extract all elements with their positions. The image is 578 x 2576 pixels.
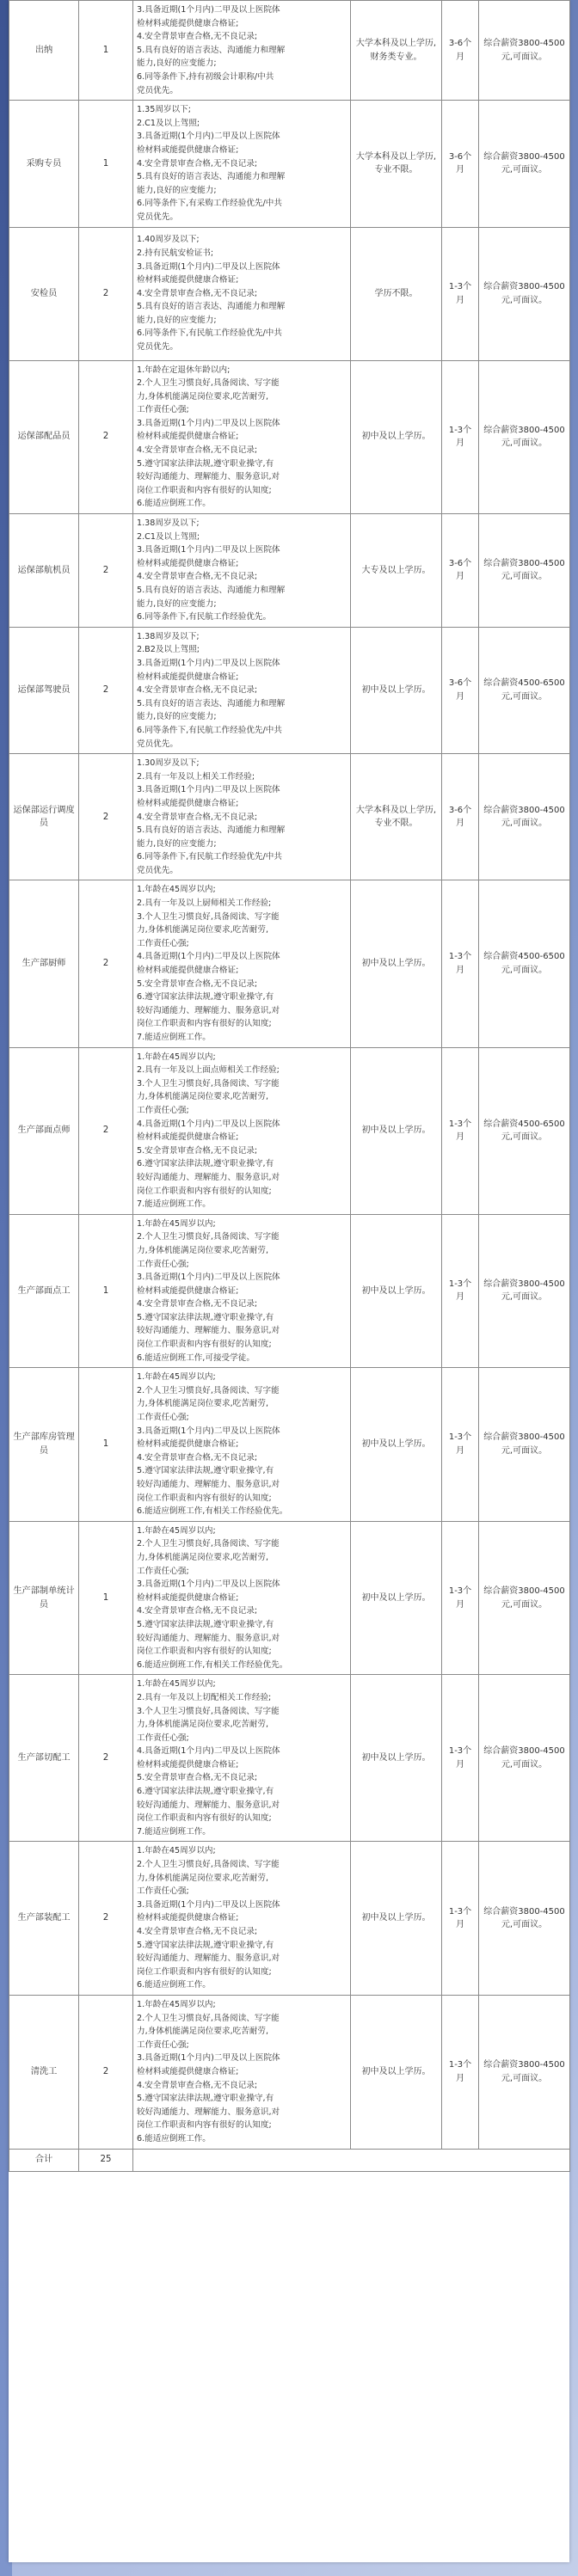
- position-name: 运保部航机员: [9, 514, 79, 628]
- requirement-line: 6.能适应倒班工作。: [137, 499, 211, 509]
- requirement-line: 力,身体机能满足岗位要求,吃苦耐劳,: [137, 2027, 269, 2037]
- position-requirements: [133, 754, 351, 880]
- table-row: [9, 101, 570, 227]
- requirement-line: 力,身体机能满足岗位要求,吃苦耐劳,: [137, 1720, 269, 1730]
- requirement-line: 1.年龄在定退休年龄以内;: [137, 365, 231, 375]
- position-education: 初中及以上学历。: [351, 1047, 442, 1214]
- total-count: 25: [79, 2149, 133, 2171]
- position-salary: 综合薪资4500-6500元,可面议。: [479, 880, 570, 1047]
- requirement-line: 力,身体机能满足岗位要求,吃苦耐劳,: [137, 391, 269, 402]
- requirement-line: 3.具备近期(1个月内)二甲及以上医院体: [137, 418, 280, 428]
- requirement-line: 检材料或能提供健康合格证;: [137, 1132, 239, 1143]
- table-row: [9, 360, 570, 514]
- total-blank-cell: [133, 2149, 570, 2171]
- requirement-line: 岗位工作职责和内容有很好的认知度;: [137, 1340, 272, 1350]
- requirement-line: 6.同等条件下,持有初级会计职称/中共: [137, 71, 274, 82]
- requirement-line: 工作责任心强;: [137, 2039, 189, 2050]
- position-name: 出纳: [9, 1, 79, 101]
- table-body: [9, 1, 570, 2172]
- requirement-line: 岗位工作职责和内容有很好的认知度;: [137, 2120, 272, 2131]
- position-education: 初中及以上学历。: [351, 1214, 442, 1368]
- requirement-line: 工作责任心强;: [137, 1886, 189, 1897]
- position-education: 大专及以上学历。: [351, 514, 442, 628]
- position-requirements: [133, 1675, 351, 1842]
- requirement-line: 力,身体机能满足岗位要求,吃苦耐劳,: [137, 925, 269, 935]
- requirement-line: 较好沟通能力、理解能力、服务意识,对: [137, 2107, 280, 2117]
- requirement-line: 力,身体机能满足岗位要求,吃苦耐劳,: [137, 1245, 269, 1255]
- requirement-line: 较好沟通能力、理解能力、服务意识,对: [137, 1172, 280, 1182]
- requirement-line: 6.能适应倒班工作,可接受学徒。: [137, 1352, 255, 1363]
- requirement-line: 4.安全背景审查合格,无不良记录;: [137, 685, 258, 696]
- position-salary: 综合薪资3800-4500元,可面议。: [479, 1214, 570, 1368]
- requirement-line: 5.遵守国家法律法规,遵守职业操守,有: [137, 1619, 274, 1629]
- position-probation-period: 1-3个月: [442, 1214, 479, 1368]
- table-row: [9, 1047, 570, 1214]
- position-requirements: [133, 227, 351, 360]
- requirement-line: 工作责任心强;: [137, 1413, 189, 1423]
- requirement-line: 2.个人卫生习惯良好,具备阅读、写字能: [137, 2013, 280, 2023]
- requirement-line: 2.个人卫生习惯良好,具备阅读、写字能: [137, 378, 280, 389]
- requirement-line: 5.遵守国家法律法规,遵守职业操守,有: [137, 1466, 274, 1476]
- requirement-line: 检材料或能提供健康合格证;: [137, 1439, 239, 1450]
- requirement-line: 6.同等条件下,有民航工作经验优先/中共: [137, 725, 282, 735]
- position-salary: 综合薪资4500-6500元,可面议。: [479, 627, 570, 753]
- requirement-line: 检材料或能提供健康合格证;: [137, 798, 239, 808]
- position-count: 1: [79, 1521, 133, 1675]
- position-count: 1: [79, 1368, 133, 1522]
- table-row: [9, 1675, 570, 1842]
- requirement-line: 能力,良好的应变能力;: [137, 712, 217, 722]
- position-name: 生产部面点师: [9, 1047, 79, 1214]
- requirement-line: 7.能适应倒班工作。: [137, 1826, 211, 1837]
- position-count: 2: [79, 1047, 133, 1214]
- requirement-line: 3.具备近期(1个月内)二甲及以上医院体: [137, 1273, 280, 1283]
- requirement-line: 工作责任心强;: [137, 938, 189, 948]
- requirement-line: 3.个人卫生习惯良好,具备阅读、写字能: [137, 911, 280, 922]
- position-requirements: [133, 1214, 351, 1368]
- requirement-line: 5.遵守国家法律法规,遵守职业操守,有: [137, 1312, 274, 1322]
- requirement-line: 3.具备近期(1个月内)二甲及以上医院体: [137, 5, 280, 15]
- position-salary: 综合薪资3800-4500元,可面议。: [479, 1, 570, 101]
- position-requirements: [133, 1, 351, 101]
- position-probation-period: 1-3个月: [442, 1047, 479, 1214]
- position-probation-period: 1-3个月: [442, 1368, 479, 1522]
- position-name: 生产部装配工: [9, 1842, 79, 1996]
- position-salary: 综合薪资4500-6500元,可面议。: [479, 1047, 570, 1214]
- requirement-line: 1.年龄在45周岁以内;: [137, 885, 216, 895]
- requirement-line: 检材料或能提供健康合格证;: [137, 1759, 239, 1769]
- position-salary: 综合薪资3800-4500元,可面议。: [479, 101, 570, 227]
- requirement-line: 检材料或能提供健康合格证;: [137, 144, 239, 155]
- position-count: 2: [79, 1995, 133, 2149]
- recruitment-table: [9, 0, 570, 2172]
- position-salary: 综合薪资3800-4500元,可面议。: [479, 1842, 570, 1996]
- position-probation-period: 3-6个月: [442, 1, 479, 101]
- requirement-line: 2.具有一年及以上面点师相关工作经验;: [137, 1065, 280, 1076]
- requirement-line: 1.年龄在45周岁以内;: [137, 1679, 216, 1690]
- requirement-line: 4.具备近期(1个月内)二甲及以上医院体: [137, 952, 280, 962]
- table-row: [9, 1995, 570, 2149]
- position-requirements: [133, 627, 351, 753]
- table-row: [9, 227, 570, 360]
- requirement-line: 检材料或能提供健康合格证;: [137, 2066, 239, 2076]
- position-education: 初中及以上学历。: [351, 1521, 442, 1675]
- requirement-line: 4.安全背景审查合格,无不良记录;: [137, 158, 258, 169]
- requirement-line: 2.个人卫生习惯良好,具备阅读、写字能: [137, 1385, 280, 1395]
- position-education: 初中及以上学历。: [351, 1675, 442, 1842]
- requirement-line: 能力,良好的应变能力;: [137, 185, 217, 195]
- position-education: 初中及以上学历。: [351, 1368, 442, 1522]
- position-requirements: [133, 1842, 351, 1996]
- requirement-line: 6.同等条件下,有民航工作经验优先/中共: [137, 852, 282, 862]
- position-name: 生产部厨师: [9, 880, 79, 1047]
- requirement-line: 较好沟通能力、理解能力、服务意识,对: [137, 1633, 280, 1643]
- requirement-line: 6.能适应倒班工作。: [137, 2133, 211, 2144]
- requirement-line: 1.30周岁及以下;: [137, 758, 200, 769]
- requirement-line: 检材料或能提供健康合格证;: [137, 1285, 239, 1296]
- requirement-line: 检材料或能提供健康合格证;: [137, 18, 239, 28]
- position-name: 采购专员: [9, 101, 79, 227]
- requirement-line: 工作责任心强;: [137, 1259, 189, 1269]
- total-row: [9, 2149, 570, 2171]
- position-count: 1: [79, 1214, 133, 1368]
- requirement-line: 党员优先。: [137, 342, 178, 353]
- position-count: 2: [79, 754, 133, 880]
- requirement-line: 党员优先。: [137, 212, 178, 222]
- requirement-line: 力,身体机能满足岗位要求,吃苦耐劳,: [137, 1092, 269, 1102]
- requirement-line: 6.能适应倒班工作,有相关工作经验优先。: [137, 1506, 288, 1517]
- requirement-line: 检材料或能提供健康合格证;: [137, 275, 239, 285]
- position-requirements: [133, 1521, 351, 1675]
- position-education: 大学本科及以上学历,专业不限。: [351, 101, 442, 227]
- requirement-line: 3.具备近期(1个月内)二甲及以上医院体: [137, 1899, 280, 1910]
- requirement-line: 4.安全背景审查合格,无不良记录;: [137, 288, 258, 298]
- requirement-line: 4.具备近期(1个月内)二甲及以上医院体: [137, 1746, 280, 1757]
- requirement-line: 4.安全背景审查合格,无不良记录;: [137, 445, 258, 456]
- requirement-line: 7.能适应倒班工作。: [137, 1199, 211, 1210]
- requirement-line: 2.具有一年及以上相关工作经验;: [137, 771, 255, 782]
- requirement-line: 6.同等条件下,有采购工作经验优先/中共: [137, 199, 282, 209]
- requirement-line: 5.遵守国家法律法规,遵守职业操守,有: [137, 2094, 274, 2104]
- requirement-line: 岗位工作职责和内容有很好的认知度;: [137, 1019, 272, 1029]
- requirement-line: 较好沟通能力、理解能力、服务意识,对: [137, 472, 280, 482]
- requirement-line: 3.具备近期(1个月内)二甲及以上医院体: [137, 261, 280, 272]
- requirement-line: 5.具有良好的语言表达、沟通能力和理解: [137, 586, 286, 595]
- requirement-line: 4.安全背景审查合格,无不良记录;: [137, 32, 258, 42]
- requirement-line: 较好沟通能力、理解能力、服务意识,对: [137, 1800, 280, 1810]
- position-requirements: [133, 1047, 351, 1214]
- position-probation-period: 1-3个月: [442, 360, 479, 514]
- position-salary: 综合薪资3800-4500元,可面议。: [479, 1995, 570, 2149]
- requirement-line: 4.安全背景审查合格,无不良记录;: [137, 572, 258, 582]
- requirement-line: 1.年龄在45周岁以内;: [137, 1052, 216, 1062]
- requirement-line: 党员优先。: [137, 865, 178, 875]
- requirement-line: 较好沟通能力、理解能力、服务意识,对: [137, 1326, 280, 1336]
- requirement-line: 5.具有良好的语言表达、沟通能力和理解: [137, 698, 286, 708]
- requirement-line: 岗位工作职责和内容有很好的认知度;: [137, 1813, 272, 1824]
- table-row: [9, 1368, 570, 1522]
- position-education: 学历不限。: [351, 227, 442, 360]
- position-education: 大学本科及以上学历,财务类专业。: [351, 1, 442, 101]
- position-probation-period: 1-3个月: [442, 880, 479, 1047]
- requirement-line: 4.安全背景审查合格,无不良记录;: [137, 1927, 258, 1936]
- requirement-line: 2.B2及以上驾照;: [137, 645, 200, 655]
- position-count: 2: [79, 360, 133, 514]
- requirement-line: 4.安全背景审查合格,无不良记录;: [137, 1452, 258, 1463]
- position-name: 生产部切配工: [9, 1675, 79, 1842]
- requirement-line: 检材料或能提供健康合格证;: [137, 432, 239, 442]
- requirement-line: 1.年龄在45周岁以内;: [137, 1372, 216, 1383]
- position-probation-period: 1-3个月: [442, 227, 479, 360]
- requirement-line: 5.遵守国家法律法规,遵守职业操守,有: [137, 458, 274, 469]
- position-name: 清洗工: [9, 1995, 79, 2149]
- requirement-line: 1.年龄在45周岁以内;: [137, 1846, 216, 1856]
- position-salary: 综合薪资3800-4500元,可面议。: [479, 514, 570, 628]
- position-count: 1: [79, 101, 133, 227]
- requirement-line: 5.具有良好的语言表达、沟通能力和理解: [137, 302, 286, 312]
- requirement-line: 6.能适应倒班工作,有相关工作经验优先。: [137, 1659, 288, 1670]
- position-salary: 综合薪资3800-4500元,可面议。: [479, 754, 570, 880]
- position-count: 2: [79, 227, 133, 360]
- table-row: [9, 880, 570, 1047]
- requirement-line: 6.遵守国家法律法规,遵守职业操守,有: [137, 1787, 274, 1797]
- table-row: [9, 1521, 570, 1675]
- requirement-line: 2.具有一年及以上切配相关工作经验;: [137, 1692, 272, 1702]
- requirement-line: 能力,良好的应变能力;: [137, 838, 217, 849]
- requirement-line: 4.安全背景审查合格,无不良记录;: [137, 2080, 258, 2090]
- requirement-line: 3.具备近期(1个月内)二甲及以上医院体: [137, 545, 280, 555]
- requirement-line: 检材料或能提供健康合格证;: [137, 672, 239, 682]
- position-education: 初中及以上学历。: [351, 1842, 442, 1996]
- requirement-line: 1.年龄在45周岁以内;: [137, 1999, 216, 2009]
- position-requirements: [133, 1995, 351, 2149]
- position-count: 2: [79, 880, 133, 1047]
- requirement-line: 工作责任心强;: [137, 1105, 189, 1115]
- position-requirements: [133, 514, 351, 628]
- position-education: 初中及以上学历。: [351, 880, 442, 1047]
- position-count: 2: [79, 514, 133, 628]
- requirement-line: 岗位工作职责和内容有很好的认知度;: [137, 485, 272, 495]
- requirement-line: 1.38周岁及以下;: [137, 631, 200, 641]
- position-name: 安检员: [9, 227, 79, 360]
- position-name: 运保部驾驶员: [9, 627, 79, 753]
- requirement-line: 3.具备近期(1个月内)二甲及以上医院体: [137, 785, 280, 795]
- position-education: 初中及以上学历。: [351, 1995, 442, 2149]
- requirement-line: 1.40周岁及以下;: [137, 235, 200, 245]
- requirement-line: 2.具有一年及以上厨师相关工作经验;: [137, 899, 272, 909]
- requirement-line: 较好沟通能力、理解能力、服务意识,对: [137, 1005, 280, 1015]
- requirement-line: 5.具有良好的语言表达、沟通能力和理解: [137, 825, 286, 836]
- requirement-line: 能力,良好的应变能力;: [137, 315, 217, 325]
- position-count: 2: [79, 1842, 133, 1996]
- total-label: 合计: [9, 2149, 79, 2171]
- position-education: 大学本科及以上学历,专业不限。: [351, 754, 442, 880]
- requirement-line: 工作责任心强;: [137, 405, 189, 415]
- table-row: [9, 1, 570, 101]
- position-probation-period: 3-6个月: [442, 514, 479, 628]
- table-row: [9, 1214, 570, 1368]
- requirement-line: 1.年龄在45周岁以内;: [137, 1525, 216, 1536]
- requirement-line: 2.C1及以上驾照;: [137, 118, 200, 128]
- requirement-line: 检材料或能提供健康合格证;: [137, 558, 239, 568]
- requirement-line: 6.同等条件下,有民航工作经验优先。: [137, 612, 272, 623]
- requirement-line: 2.个人卫生习惯良好,具备阅读、写字能: [137, 1232, 280, 1242]
- table-row: [9, 627, 570, 753]
- table-row: [9, 514, 570, 628]
- requirement-line: 能力,良好的应变能力;: [137, 598, 217, 609]
- position-salary: 综合薪资3800-4500元,可面议。: [479, 1521, 570, 1675]
- requirement-line: 5.安全背景审查合格,无不良记录;: [137, 1145, 258, 1156]
- position-count: 1: [79, 1, 133, 101]
- requirement-line: 岗位工作职责和内容有很好的认知度;: [137, 1493, 272, 1503]
- position-name: 运保部配品员: [9, 360, 79, 514]
- position-salary: 综合薪资3800-4500元,可面议。: [479, 227, 570, 360]
- position-probation-period: 3-6个月: [442, 754, 479, 880]
- table-row: [9, 1842, 570, 1996]
- requirement-line: 能力,良好的应变能力;: [137, 58, 217, 69]
- position-probation-period: 1-3个月: [442, 1675, 479, 1842]
- requirement-line: 3.个人卫生习惯良好,具备阅读、写字能: [137, 1706, 280, 1716]
- requirement-line: 3.个人卫生习惯良好,具备阅读、写字能: [137, 1078, 280, 1089]
- requirement-line: 5.安全背景审查合格,无不良记录;: [137, 1773, 258, 1783]
- requirement-line: 2.个人卫生习惯良好,具备阅读、写字能: [137, 1860, 280, 1870]
- requirement-line: 4.具备近期(1个月内)二甲及以上医院体: [137, 1119, 280, 1129]
- requirement-line: 检材料或能提供健康合格证;: [137, 1913, 239, 1923]
- requirement-line: 5.安全背景审查合格,无不良记录;: [137, 978, 258, 989]
- requirement-line: 3.具备近期(1个月内)二甲及以上医院体: [137, 132, 280, 142]
- requirement-line: 较好沟通能力、理解能力、服务意识,对: [137, 1480, 280, 1489]
- requirement-line: 检材料或能提供健康合格证;: [137, 1592, 239, 1603]
- requirement-line: 党员优先。: [137, 85, 178, 95]
- position-requirements: [133, 1368, 351, 1522]
- requirement-line: 4.安全背景审查合格,无不良记录;: [137, 1606, 258, 1616]
- requirement-line: 工作责任心强;: [137, 1566, 189, 1576]
- table-row: [9, 754, 570, 880]
- position-requirements: [133, 101, 351, 227]
- position-name: 生产部面点工: [9, 1214, 79, 1368]
- document-page: [9, 0, 569, 2562]
- requirement-line: 2.持有民航安检证书;: [137, 248, 214, 258]
- position-salary: 综合薪资3800-4500元,可面议。: [479, 360, 570, 514]
- position-education: 初中及以上学历。: [351, 627, 442, 753]
- requirement-line: 7.能适应倒班工作。: [137, 1033, 211, 1042]
- position-probation-period: 1-3个月: [442, 1995, 479, 2149]
- requirement-line: 岗位工作职责和内容有很好的认知度;: [137, 1966, 272, 1977]
- requirement-line: 3.具备近期(1个月内)二甲及以上医院体: [137, 2053, 280, 2064]
- position-probation-period: 3-6个月: [442, 101, 479, 227]
- position-probation-period: 1-3个月: [442, 1521, 479, 1675]
- requirement-line: 3.具备近期(1个月内)二甲及以上医院体: [137, 1426, 280, 1436]
- requirement-line: 力,身体机能满足岗位要求,吃苦耐劳,: [137, 1552, 269, 1562]
- requirement-line: 6.遵守国家法律法规,遵守职业操守,有: [137, 992, 274, 1003]
- requirement-line: 党员优先。: [137, 739, 178, 749]
- requirement-line: 1.35周岁以下;: [137, 105, 191, 115]
- requirement-line: 5.具有良好的语言表达、沟通能力和理解: [137, 172, 286, 182]
- position-name: 生产部库房管理员: [9, 1368, 79, 1522]
- requirement-line: 力,身体机能满足岗位要求,吃苦耐劳,: [137, 1399, 269, 1409]
- position-probation-period: 3-6个月: [442, 627, 479, 753]
- requirement-line: 1.38周岁及以下;: [137, 518, 200, 529]
- position-requirements: [133, 360, 351, 514]
- position-salary: 综合薪资3800-4500元,可面议。: [479, 1368, 570, 1522]
- position-salary: 综合薪资3800-4500元,可面议。: [479, 1675, 570, 1842]
- position-name: 运保部运行调度员: [9, 754, 79, 880]
- position-probation-period: 1-3个月: [442, 1842, 479, 1996]
- requirement-line: 2.个人卫生习惯良好,具备阅读、写字能: [137, 1539, 280, 1549]
- requirement-line: 较好沟通能力、理解能力、服务意识,对: [137, 1953, 280, 1964]
- requirement-line: 5.具有良好的语言表达、沟通能力和理解: [137, 45, 286, 55]
- position-count: 2: [79, 627, 133, 753]
- requirement-line: 4.安全背景审查合格,无不良记录;: [137, 812, 258, 822]
- requirement-line: 力,身体机能满足岗位要求,吃苦耐劳,: [137, 1873, 269, 1883]
- position-count: 2: [79, 1675, 133, 1842]
- requirement-line: 1.年龄在45周岁以内;: [137, 1218, 216, 1229]
- requirement-line: 3.具备近期(1个月内)二甲及以上医院体: [137, 658, 280, 668]
- requirement-line: 岗位工作职责和内容有很好的认知度;: [137, 1647, 272, 1657]
- requirement-line: 工作责任心强;: [137, 1733, 189, 1743]
- position-name: 生产部制单统计员: [9, 1521, 79, 1675]
- requirement-line: 4.安全背景审查合格,无不良记录;: [137, 1299, 258, 1309]
- position-education: 初中及以上学历。: [351, 360, 442, 514]
- requirement-line: 6.遵守国家法律法规,遵守职业操守,有: [137, 1159, 274, 1169]
- requirement-line: 6.能适应倒班工作。: [137, 1980, 211, 1990]
- position-requirements: [133, 880, 351, 1047]
- requirement-line: 检材料或能提供健康合格证;: [137, 966, 239, 976]
- requirement-line: 6.同等条件下,有民航工作经验优先/中共: [137, 328, 282, 339]
- requirement-line: 5.遵守国家法律法规,遵守职业操守,有: [137, 1940, 274, 1950]
- requirement-line: 岗位工作职责和内容有很好的认知度;: [137, 1186, 272, 1196]
- requirement-line: 2.C1及以上驾照;: [137, 531, 200, 542]
- requirement-line: 3.具备近期(1个月内)二甲及以上医院体: [137, 1579, 280, 1590]
